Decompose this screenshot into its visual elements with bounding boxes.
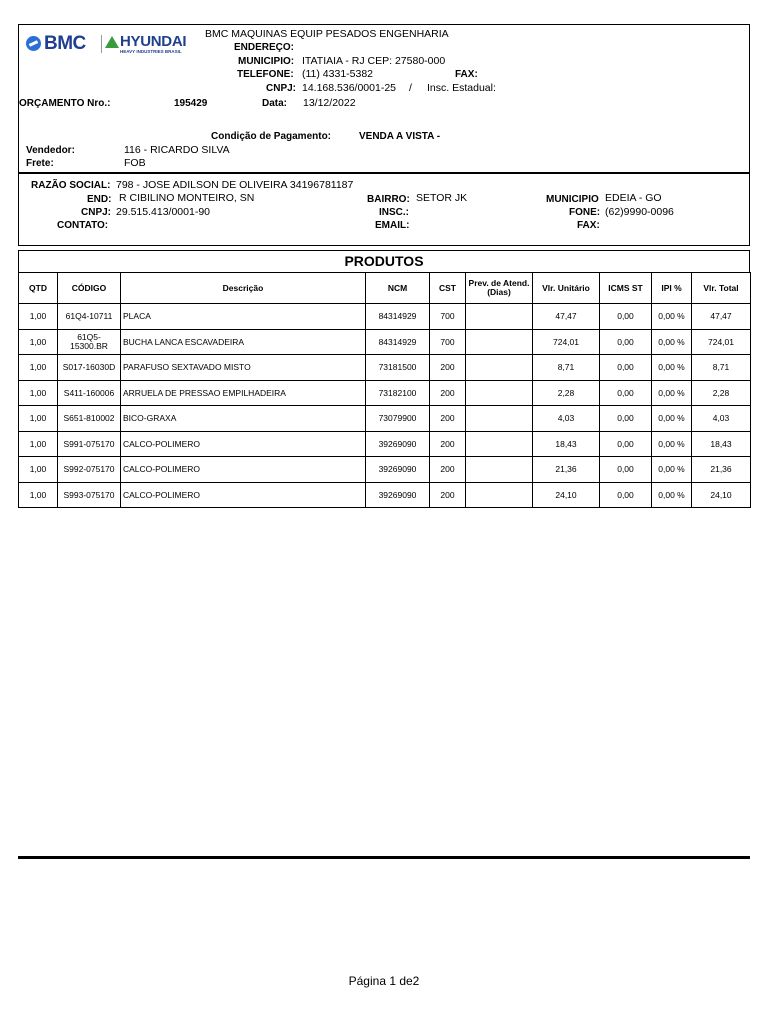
company-logo — [26, 33, 196, 55]
client-insc-label: INSC.: — [379, 207, 409, 218]
logo-divider — [101, 35, 102, 53]
client-end-label: END: — [87, 194, 112, 205]
hyundai-logo-icon — [105, 36, 119, 48]
cell-qtd: 1,00 — [19, 457, 58, 483]
cell-qtd: 1,00 — [19, 329, 58, 355]
cell-vlr-total: 21,36 — [692, 457, 751, 483]
column-header-descricao: Descrição — [121, 273, 366, 304]
cell-vlr-unitario: 18,43 — [533, 431, 600, 457]
cell-vlr-total: 8,71 — [692, 355, 751, 381]
cell-codigo: S992-075170 — [58, 457, 121, 483]
column-header-ncm: NCM — [366, 273, 430, 304]
table-row — [19, 304, 751, 330]
cell-codigo: 61Q5-15300.BR — [58, 329, 121, 355]
client-cnpj-value: 29.515.413/0001-90 — [116, 206, 211, 218]
vendedor-value: 116 - RICARDO SILVA — [124, 144, 230, 156]
cell-codigo: S991-075170 — [58, 431, 121, 457]
orcamento-number: 195429 — [174, 98, 208, 109]
cell-icms-st: 0,00 — [600, 431, 652, 457]
client-fone-label: FONE: — [569, 207, 601, 218]
table-header-row — [19, 273, 751, 304]
company-insc-label: Insc. Estadual: — [427, 82, 496, 94]
column-header-icms-st: ICMS ST — [600, 273, 652, 304]
logo-hyundai-text: HYUNDAI — [120, 33, 187, 50]
cell-icms-st: 0,00 — [600, 406, 652, 432]
column-header-cst: CST — [430, 273, 466, 304]
company-cnpj-separator: / — [409, 82, 412, 94]
cell-qtd: 1,00 — [19, 431, 58, 457]
cell-ipi: 0,00 % — [652, 380, 692, 406]
cell-prev-atend — [466, 355, 533, 381]
company-municipio-value: ITATIAIA - RJ CEP: 27580-000 — [302, 55, 446, 67]
cell-descricao: CALCO-POLIMERO — [121, 482, 366, 508]
cell-ipi: 0,00 % — [652, 431, 692, 457]
cell-descricao: CALCO-POLIMERO — [121, 431, 366, 457]
company-telefone-value: (11) 4331-5382 — [302, 68, 374, 80]
cell-vlr-unitario: 8,71 — [533, 355, 600, 381]
cell-codigo: S993-075170 — [58, 482, 121, 508]
cell-cst: 700 — [430, 304, 466, 330]
cell-icms-st: 0,00 — [600, 329, 652, 355]
orcamento-label: ORÇAMENTO Nro.: — [19, 98, 111, 109]
condicao-pagamento-label: Condição de Pagamento: — [211, 131, 332, 142]
client-end-value: R CIBILINO MONTEIRO, SN — [119, 192, 255, 204]
cell-vlr-unitario: 47,47 — [533, 304, 600, 330]
cell-vlr-total: 18,43 — [692, 431, 751, 457]
logo-hyundai-subtitle: HEAVY INDUSTRIES BRASIL — [120, 49, 182, 54]
cell-prev-atend — [466, 406, 533, 432]
cell-icms-st: 0,00 — [600, 355, 652, 381]
client-fax-label: FAX: — [577, 220, 600, 231]
table-row — [19, 406, 751, 432]
client-email-label: EMAIL: — [375, 220, 410, 231]
cell-qtd: 1,00 — [19, 406, 58, 432]
cell-vlr-unitario: 4,03 — [533, 406, 600, 432]
cell-cst: 200 — [430, 380, 466, 406]
company-cnpj-value: 14.168.536/0001-25 — [302, 82, 397, 94]
cell-qtd: 1,00 — [19, 355, 58, 381]
client-cnpj-label: CNPJ: — [81, 207, 112, 218]
column-header-vlr-total: Vlr. Total — [692, 273, 751, 304]
cell-qtd: 1,00 — [19, 380, 58, 406]
cell-descricao: ARRUELA DE PRESSAO EMPILHADEIRA — [121, 380, 366, 406]
cell-cst: 200 — [430, 482, 466, 508]
cell-descricao: PARAFUSO SEXTAVADO MISTO — [121, 355, 366, 381]
cell-qtd: 1,00 — [19, 304, 58, 330]
cell-descricao: BUCHA LANCA ESCAVADEIRA — [121, 329, 366, 355]
cell-vlr-total: 2,28 — [692, 380, 751, 406]
cell-ipi: 0,00 % — [652, 482, 692, 508]
cell-icms-st: 0,00 — [600, 457, 652, 483]
client-bairro-label: BAIRRO: — [367, 194, 410, 205]
bmc-logo-icon — [26, 36, 41, 51]
cell-ipi: 0,00 % — [652, 406, 692, 432]
cell-ipi: 0,00 % — [652, 457, 692, 483]
cell-prev-atend — [466, 380, 533, 406]
client-fone-value: (62)9990-0096 — [605, 206, 674, 218]
footer-divider — [18, 856, 750, 859]
cell-ncm: 39269090 — [366, 482, 430, 508]
cell-descricao: PLACA — [121, 304, 366, 330]
produtos-title: PRODUTOS — [344, 253, 424, 269]
logo-bmc-text: BMC — [44, 33, 86, 54]
cell-ipi: 0,00 % — [652, 329, 692, 355]
cell-vlr-total: 724,01 — [692, 329, 751, 355]
table-row — [19, 431, 751, 457]
column-header-vlr-unitario: Vlr. Unitário — [533, 273, 600, 304]
vendedor-label: Vendedor: — [26, 145, 75, 156]
cell-codigo: 61Q4-10711 — [58, 304, 121, 330]
company-endereco-label: ENDEREÇO: — [234, 42, 295, 53]
frete-value: FOB — [124, 157, 146, 169]
page-number: Página 1 de2 — [348, 974, 420, 988]
company-cnpj-label: CNPJ: — [266, 83, 297, 94]
company-telefone-label: TELEFONE: — [237, 69, 294, 80]
cell-qtd: 1,00 — [19, 482, 58, 508]
company-municipio-label: MUNICIPIO: — [238, 56, 295, 67]
products-table — [18, 272, 751, 508]
cell-prev-atend — [466, 431, 533, 457]
cell-descricao: BICO-GRAXA — [121, 406, 366, 432]
column-header-prev-atend: Prev. de Atend. (Dias) — [466, 273, 533, 304]
table-row — [19, 482, 751, 508]
condicao-pagamento-value: VENDA A VISTA - — [359, 131, 441, 142]
table-row — [19, 457, 751, 483]
cell-codigo: S017-16030D — [58, 355, 121, 381]
cell-codigo: S411-160006 — [58, 380, 121, 406]
cell-ncm: 84314929 — [366, 304, 430, 330]
cell-icms-st: 0,00 — [600, 304, 652, 330]
company-name: BMC MAQUINAS EQUIP PESADOS ENGENHARIA — [205, 28, 449, 40]
client-contato-label: CONTATO: — [57, 220, 109, 231]
cell-prev-atend — [466, 457, 533, 483]
column-header-codigo: CÓDIGO — [58, 273, 121, 304]
cell-ipi: 0,00 % — [652, 304, 692, 330]
cell-icms-st: 0,00 — [600, 380, 652, 406]
cell-ncm: 39269090 — [366, 431, 430, 457]
cell-vlr-total: 47,47 — [692, 304, 751, 330]
table-row — [19, 329, 751, 355]
cell-ncm: 73182100 — [366, 380, 430, 406]
cell-vlr-total: 4,03 — [692, 406, 751, 432]
client-municipio-label: MUNICIPIO — [546, 194, 599, 205]
data-value: 13/12/2022 — [303, 97, 356, 109]
cell-vlr-unitario: 21,36 — [533, 457, 600, 483]
column-header-qtd: QTD — [19, 273, 58, 304]
cell-ipi: 0,00 % — [652, 355, 692, 381]
data-label: Data: — [262, 98, 288, 109]
cell-icms-st: 0,00 — [600, 482, 652, 508]
cell-cst: 200 — [430, 355, 466, 381]
frete-label: Frete: — [26, 158, 54, 169]
cell-vlr-unitario: 24,10 — [533, 482, 600, 508]
cell-ncm: 84314929 — [366, 329, 430, 355]
cell-cst: 200 — [430, 431, 466, 457]
cell-prev-atend — [466, 304, 533, 330]
cell-descricao: CALCO-POLIMERO — [121, 457, 366, 483]
cell-cst: 200 — [430, 406, 466, 432]
cell-cst: 700 — [430, 329, 466, 355]
client-municipio-value: EDEIA - GO — [605, 192, 662, 204]
cell-ncm: 73079900 — [366, 406, 430, 432]
cell-vlr-unitario: 2,28 — [533, 380, 600, 406]
razao-social-label: RAZÃO SOCIAL: — [31, 180, 111, 191]
company-fax-label: FAX: — [455, 69, 478, 80]
cell-vlr-total: 24,10 — [692, 482, 751, 508]
cell-cst: 200 — [430, 457, 466, 483]
cell-ncm: 73181500 — [366, 355, 430, 381]
cell-codigo: S651-810002 — [58, 406, 121, 432]
cell-prev-atend — [466, 329, 533, 355]
cell-vlr-unitario: 724,01 — [533, 329, 600, 355]
client-bairro-value: SETOR JK — [416, 192, 468, 204]
cell-prev-atend — [466, 482, 533, 508]
razao-social-value: 798 - JOSE ADILSON DE OLIVEIRA 34196781187 — [116, 179, 354, 191]
table-row — [19, 355, 751, 381]
cell-ncm: 39269090 — [366, 457, 430, 483]
produtos-title-bar — [18, 250, 750, 272]
column-header-ipi: IPI % — [652, 273, 692, 304]
table-row — [19, 380, 751, 406]
